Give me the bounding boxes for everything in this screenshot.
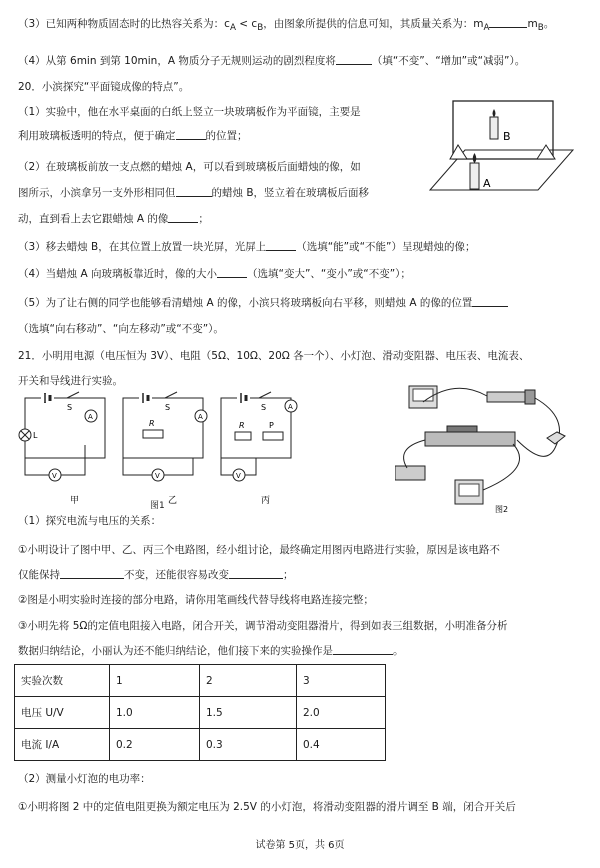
answer-blank[interactable] (336, 53, 372, 65)
circuit-diagrams (15, 390, 315, 510)
answer-blank[interactable] (168, 211, 198, 223)
answer-blank[interactable] (60, 567, 124, 579)
part2-title: （2）测量小灯泡的电功率： (18, 773, 151, 785)
svg-text:S: S (261, 403, 267, 412)
svg-text:L: L (33, 431, 38, 440)
svg-text:乙: 乙 (168, 496, 178, 506)
table-row: 实验次数 1 2 3 (15, 665, 386, 697)
q20-2c: 动，直到看上去它跟蜡烛 A 的像 ； (18, 213, 209, 225)
part1-2: ②图是小明实验时连接的部分电路，请你用笔画线代替导线将电路连接完整； (18, 594, 374, 606)
part1-3b: 数据归纳结论，小丽认为还不能归纳结论，他们接下来的实验操作是 。 (18, 645, 404, 657)
q21-a: 21．小明用电源（电压恒为 3V）、电阻（5Ω、10Ω、20Ω 各一个）、小灯泡、滑动变阻器、电压表、电流表、 (18, 350, 530, 362)
q19-3-line: （3）已知两种物质固态时的比热容关系为：$c_A < c_B$，由图象所提供的信息可知，其质量关系为：$m_A$ $m_B$。 (18, 18, 555, 34)
data-table (14, 664, 386, 761)
svg-text:V: V (236, 472, 241, 480)
answer-blank[interactable] (266, 239, 296, 251)
svg-text:S: S (165, 403, 171, 412)
circuit-bing (221, 392, 297, 481)
svg-text:P: P (269, 421, 274, 430)
fig1-caption: 图1 (150, 501, 165, 511)
svg-text:A: A (288, 403, 293, 411)
part1-1a: ①小明设计了图中甲、乙、丙三个电路图，经小组讨论，最终确定用图丙电路进行实验，原因是该电路不 (18, 544, 500, 556)
q20-4: （4）当蜡烛 A 向玻璃板靠近时，像的大小 （选填“变大”、“变小”或“不变”）； (18, 268, 411, 280)
table-row: 电压 U/V 1.0 1.5 2.0 (15, 697, 386, 729)
part1-title: （1）探究电流与电压的关系： (18, 515, 162, 527)
circuit-jia (19, 392, 105, 481)
answer-blank[interactable] (472, 295, 508, 307)
answer-blank[interactable] (217, 266, 247, 278)
q20-1a: （1）实验中，他在水平桌面的白纸上竖立一块玻璃板作为平面镜，主要是 (18, 106, 361, 118)
q20-5b: （选填“向右移动”、“向左移动”或“不变”）。 (18, 323, 224, 335)
svg-text:A: A (88, 413, 93, 421)
q20-2b: 图所示，小滨拿另一支外形相同但 的蜡烛 B，竖立着在玻璃板后面移 (18, 187, 370, 199)
answer-blank[interactable] (176, 128, 206, 140)
q20-title: 20．小滨探究“平面镜成像的特点”。 (18, 81, 190, 93)
svg-text:A: A (198, 413, 203, 421)
answer-blank[interactable] (489, 16, 527, 28)
circuit-yi (123, 392, 207, 481)
label-b: B (503, 130, 511, 143)
svg-text:R: R (239, 421, 245, 430)
q19-4-line: （4）从第 6min 到第 10min，A 物质分子无规则运动的剧烈程度将 （填“不变”、“增加”或“减弱”）。 (18, 55, 526, 67)
q20-2a: （2）在玻璃板前放一支点燃的蜡烛 A，可以看到玻璃板后面蜡烛的像，如 (18, 161, 361, 173)
svg-text:丙: 丙 (261, 496, 271, 506)
answer-blank[interactable] (333, 643, 393, 655)
table-row: 电流 I/A 0.2 0.3 0.4 (15, 729, 386, 761)
svg-text:图2: 图2 (495, 505, 509, 514)
q21-b: 开关和导线进行实验。 (18, 375, 123, 387)
page-footer: 试卷第 5页，共 6页 (255, 840, 345, 851)
svg-text:V: V (155, 472, 160, 480)
mirror-experiment-figure (425, 95, 575, 210)
svg-text:S: S (67, 403, 73, 412)
part2-1: ①小明将图 2 中的定值电阻更换为额定电压为 2.5V 的小灯泡，将滑动变阻器的滑片调至 B 端，闭合开关后 (18, 801, 516, 813)
q20-3: （3）移去蜡烛 B，在其位置上放置一块光屏，光屏上 （选填“能”或“不能”）呈现蜡烛的像； (18, 241, 476, 253)
label-a: A (483, 177, 491, 190)
svg-text:R: R (149, 419, 155, 428)
equipment-figure (395, 378, 575, 518)
q20-1b: 利用玻璃板透明的特点，便于确定 的位置； (18, 130, 248, 142)
svg-text:甲: 甲 (70, 496, 80, 506)
part1-1b: 仅能保持 不变，还能很容易改变 ； (18, 569, 294, 581)
q20-5a: （5）为了让右侧的同学也能够看清蜡烛 A 的像，小滨只将玻璃板向右平移，则蜡烛 A 的像的位置 (18, 295, 508, 310)
answer-blank[interactable] (229, 567, 283, 579)
svg-text:V: V (52, 472, 57, 480)
answer-blank[interactable] (176, 185, 212, 197)
part1-3a: ③小明先将 5Ω的定值电阻接入电路，闭合开关，调节滑动变阻器滑片，得到如表三组数据，小明准备分析 (18, 620, 508, 632)
